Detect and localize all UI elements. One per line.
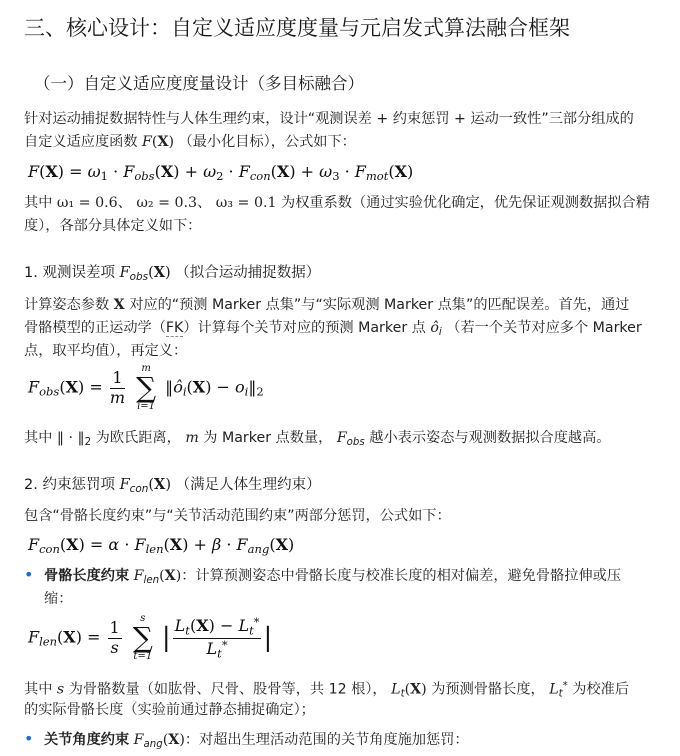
fitness-formula: $F(X) = \omega_1 \cdot F_{obs}(X) + \omega_2 \cdot F_{con}(X) + \omega_3 \cdot F_{mot}(X)$ [28,162,414,184]
bullet-2-line-1: 关节角度约束 $F_{ang}(X)$：对超出生理活动范围的关节角度施加惩罚： [44,732,469,750]
weight-3: ω₃ = 0.1 [215,195,277,211]
bullet-1-line-2: 缩： [44,591,73,607]
item1-para-3: 点，取平均值），再定义： [24,343,188,359]
weights-line-2: 度），各部分具体定义如下： [24,218,202,234]
bullet-dot-1: • [24,565,34,584]
intro-line-1: 针对运动捕捉数据特性与人体生理约束，设计“观测误差 + 约束惩罚 + 运动一致性”三部分组成的 [24,111,634,127]
item1-note: 其中 ‖ · $‖_2$ 为欧氏距离， m 为 Marker 点数量， $F_{obs}$ 越小表示姿态与观测数据拟合度越高。 [24,430,611,448]
intro-line-2: 自定义适应度函数 F(X) （最小化目标），公式如下： [24,134,356,150]
obs-formula: $F_{obs}(X)$ = $\frac{1}{m}$ m ∑ i=1 $‖ô_i(X)$ − $o_i‖_2$ [28,363,264,412]
item1-para-1: 计算姿态参数 X 对应的“预测 Marker 点集”与“实际观测 Marker 点集”的匹配误差。首先，通过 [24,297,630,313]
weights-line-1: 其中 ω₁ = 0.6、 ω₂ = 0.3、 ω₃ = 0.1 为权重系数（通过实验优化确定，优先保证观测数据拟合精 [24,195,650,211]
item2-para-1: 包含“骨骼长度约束”与“关节活动范围约束”两部分惩罚，公式如下： [24,508,451,524]
con-formula: $F_{con}(X) = \alpha \cdot F_{len}(X) + \beta \cdot F_{ang}(X)$ [28,535,295,557]
weight-1: ω₁ = 0.6 [56,195,118,211]
item2-note-line-2: 的实际骨骼长度（实验前通过静态捕捉确定）； [24,702,315,718]
weight-2: ω₂ = 0.3 [136,195,198,211]
item2-note-line-1: 其中 s 为骨骼数量（如肱骨、尺骨、股骨等，共 12 根）， $L_t(X)$ 为预测骨骼长度， $L_t^*$ 为校准后 [24,681,630,700]
item2-title: 2. 约束惩罚项 $F_{con}(X)$ （满足人体生理约束） [24,476,321,495]
subsection-title: （一）自定义适应度度量设计（多目标融合） [34,74,364,93]
len-formula: $F_{len}(X)$ = $\frac{1}{s}$ s ∑ t=1 | $\frac{L_t(X) - L_t^*}{L_t^*}$ | [28,613,273,662]
bullet-1-line-1: 骨骼长度约束 $F_{len}(X)$：计算预测姿态中骨骼长度与校准长度的相对偏差，避免骨骼拉伸或压 [44,568,622,586]
bullet-dot-2: • [24,729,34,748]
section-title: 三、核心设计：自定义适应度度量与元启发式算法融合框架 [24,16,570,40]
fk-abbr: FK [165,320,184,336]
item1-title: 1. 观测误差项 $F_{obs}(X)$ （拟合运动捕捉数据） [24,264,321,283]
item1-para-2: 骨骼模型的正运动学（FK）计算每个关节对应的预测 Marker 点 $ô_i$ （若一个关节对应多个 Marker [24,320,642,338]
